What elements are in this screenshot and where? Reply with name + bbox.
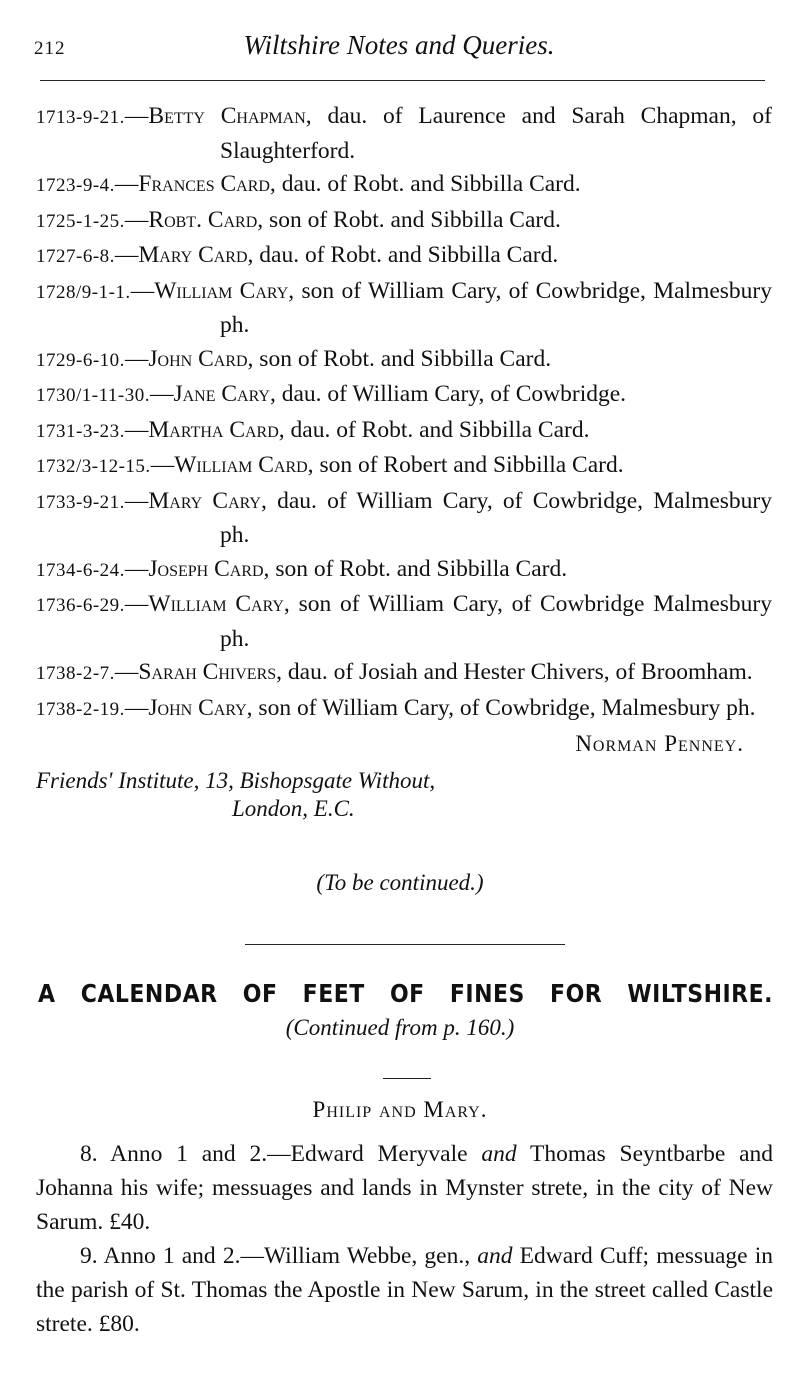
running-title: Wiltshire Notes and Queries. bbox=[243, 30, 555, 60]
entry-date: 1736-6-29. bbox=[36, 595, 125, 616]
entry-details: son of Robt. and Sibbilla Card. bbox=[263, 206, 561, 233]
entry-date: 1738-2-7. bbox=[36, 663, 115, 684]
short-divider bbox=[383, 1078, 431, 1079]
register-entry bbox=[36, 553, 772, 588]
section-divider bbox=[245, 944, 565, 945]
entry-details: son of William Cary, of Cowbridge, Malmesbury ph. bbox=[252, 694, 756, 721]
entry-details: son of William Cary, of Cowbridge, Malmesbury ph. bbox=[220, 277, 772, 338]
entry-date: 1730/1-11-30. bbox=[36, 385, 150, 406]
entry-details: dau. of Robt. and Sibbilla Card. bbox=[253, 242, 559, 268]
fine-paragraph bbox=[36, 1137, 773, 1239]
register-entry bbox=[36, 414, 772, 449]
page-number: 212 bbox=[34, 38, 66, 59]
entry-date: 1728/9-1-1. bbox=[36, 281, 131, 303]
entry-date: 1734-6-24. bbox=[36, 559, 125, 581]
entry-name: —John Card, bbox=[124, 345, 254, 372]
entry-date: 1723-9-4. bbox=[36, 175, 115, 196]
entry-details: dau. of Robt. and Sibbilla Card. bbox=[275, 171, 581, 197]
register-entry bbox=[36, 378, 772, 413]
continued-from-note: (Continued from p. 160.) bbox=[285, 1015, 515, 1040]
entry-name: —Mary Cary, bbox=[124, 487, 267, 514]
entry-name: —Mary Card, bbox=[114, 242, 254, 268]
register-entry bbox=[36, 204, 772, 239]
register-entry bbox=[36, 449, 772, 484]
para-text: Thomas Seyntbarbe and Johanna his wife; messuages and lands in Mynster strete, in the city of New Sarum. £40. bbox=[36, 1141, 773, 1235]
para-and: and bbox=[477, 1243, 513, 1269]
register-entry bbox=[36, 168, 772, 203]
entry-details: son of Robert and Sibbilla Card. bbox=[313, 452, 624, 478]
entry-name: —Betty Chapman, bbox=[124, 103, 312, 129]
fines-paragraphs bbox=[36, 1137, 773, 1341]
para-text: 9. Anno 1 and 2.—William Webbe, gen., bbox=[80, 1243, 478, 1269]
entry-date: 1738-2-19. bbox=[36, 698, 125, 720]
entry-date: 1732/3-12-15. bbox=[36, 456, 151, 477]
signature: Norman Penney. bbox=[575, 731, 744, 756]
article-title: A CALENDAR OF FEET OF FINES FOR WILTSHIRE. bbox=[38, 980, 773, 1009]
entry-date: 1727-6-8. bbox=[36, 246, 115, 267]
entry-details: son of Robt. and Sibbilla Card. bbox=[253, 345, 552, 372]
header-rule bbox=[40, 80, 765, 81]
running-header bbox=[34, 30, 764, 70]
entry-name: —Martha Card, bbox=[124, 416, 285, 443]
entry-name: —William Cary, bbox=[130, 277, 295, 304]
entry-name: —Sarah Chivers, bbox=[114, 659, 283, 685]
entry-date: 1725-1-25. bbox=[36, 210, 125, 232]
address bbox=[36, 767, 772, 823]
entry-details: dau. of Robt. and Sibbilla Card. bbox=[284, 416, 590, 443]
para-text: 8. Anno 1 and 2.—Edward Meryvale bbox=[80, 1141, 482, 1167]
address-line-1: Friends' Institute, 13, Bishopsgate Without, bbox=[36, 767, 436, 793]
register-entry bbox=[36, 343, 772, 378]
entry-name: —Frances Card, bbox=[114, 171, 276, 197]
para-and: and bbox=[481, 1141, 517, 1167]
to-be-continued-note: (To be continued.) bbox=[316, 870, 484, 895]
register-entry bbox=[36, 588, 772, 655]
register-entry bbox=[36, 692, 772, 727]
register-entry bbox=[36, 485, 772, 552]
para-text: Edward Cuff; messuage in the parish of St. Thomas the Apostle in New Sarum, in the street called Castle strete. £80. bbox=[36, 1243, 773, 1337]
register-entry bbox=[36, 275, 772, 342]
fine-paragraph bbox=[36, 1239, 773, 1341]
entry-details: son of William Cary, of Cowbridge Malmesbury ph. bbox=[220, 591, 772, 652]
entry-date: 1733-9-21. bbox=[36, 491, 125, 513]
entry-details: son of Robt. and Sibbilla Card. bbox=[269, 555, 568, 582]
register-entry bbox=[36, 239, 772, 274]
entry-details: dau. of William Cary, of Cowbridge. bbox=[275, 381, 627, 407]
entry-date: 1731-3-23. bbox=[36, 420, 125, 442]
entry-name: —William Cary, bbox=[124, 591, 290, 617]
entry-date: 1713-9-21. bbox=[36, 107, 125, 128]
reign-heading: Philip and Mary. bbox=[312, 1097, 488, 1122]
entry-name: —William Card, bbox=[150, 452, 314, 478]
register-entry bbox=[36, 656, 772, 691]
entry-details: dau. of Laurence and Sarah Chapman, of Slaughterford. bbox=[220, 103, 772, 164]
entry-details: dau. of Josiah and Hester Chivers, of Broomham. bbox=[282, 659, 753, 685]
entry-details: dau. of William Cary, of Cowbridge, Malmesbury ph. bbox=[220, 487, 772, 548]
register-entry bbox=[36, 100, 772, 167]
address-line-2: London, E.C. bbox=[232, 795, 355, 821]
entry-name: —Joseph Card, bbox=[124, 555, 270, 582]
entry-name: —John Cary, bbox=[124, 694, 253, 721]
entry-name: —Robt. Card, bbox=[124, 206, 264, 233]
entry-name: —Jane Cary, bbox=[149, 381, 276, 407]
register-entries bbox=[36, 100, 772, 823]
entry-date: 1729-6-10. bbox=[36, 349, 125, 371]
